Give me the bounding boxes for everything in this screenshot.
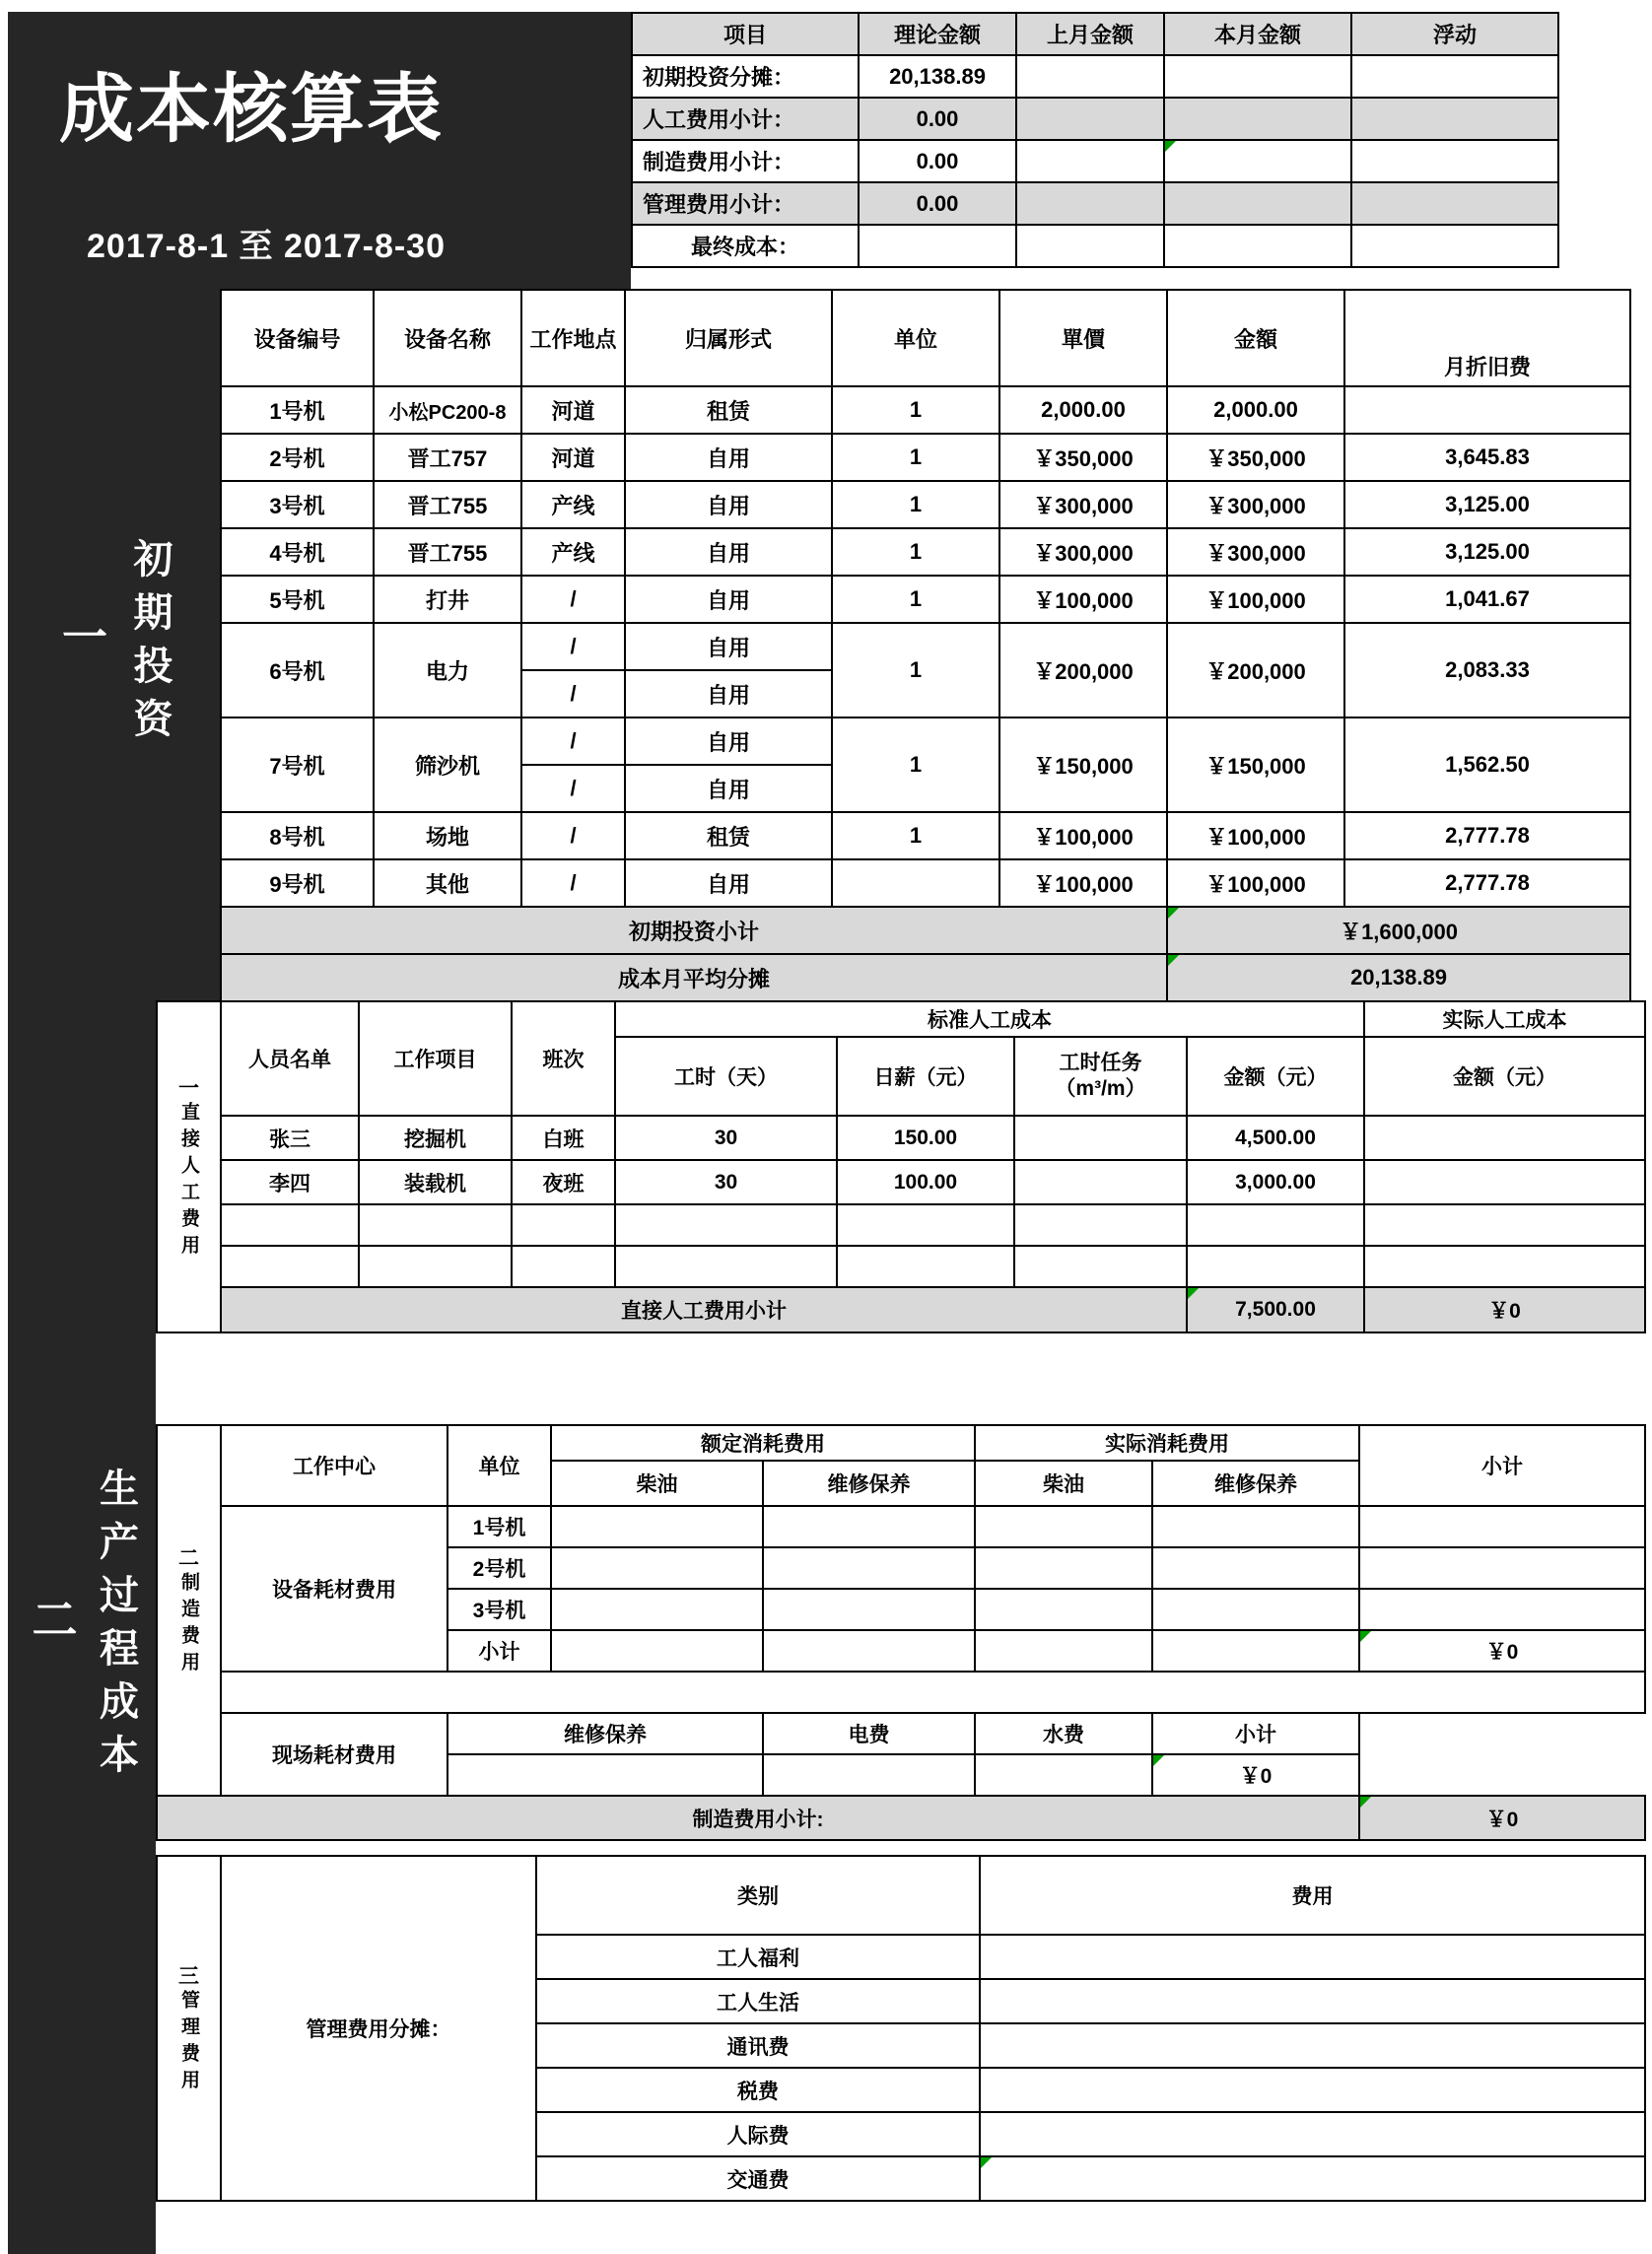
- management-table: [156, 1855, 1646, 2202]
- mfg-subtotal-label: 制造费用小计:: [157, 1796, 1359, 1840]
- site-consumable-header-row: [157, 1713, 1645, 1754]
- equip-unit: 1: [832, 386, 999, 434]
- mgmt-header-row: [157, 1856, 1645, 1935]
- mfg-unit: 3号机: [447, 1589, 551, 1630]
- summary-col-item: 项目: [632, 13, 859, 55]
- col-act-amount: 金额（元）: [1364, 1037, 1645, 1116]
- col-hour-task: [1014, 1037, 1187, 1116]
- summary-last-2[interactable]: [1016, 140, 1164, 182]
- comment-flag-icon: [1360, 1797, 1371, 1808]
- summary-last-3[interactable]: [1016, 182, 1164, 225]
- equip-no: 3号机: [221, 481, 374, 528]
- col-std-amount: 金额（元）: [1187, 1037, 1364, 1116]
- mgmt-category: 税费: [536, 2068, 980, 2112]
- labor-project[interactable]: [359, 1204, 512, 1246]
- table-row: [157, 1506, 1645, 1547]
- equip-place: 产线: [521, 481, 625, 528]
- summary-theory-4[interactable]: [859, 225, 1016, 267]
- comment-flag-icon: [1360, 1631, 1371, 1642]
- equip-name: 晋工755: [374, 528, 521, 576]
- labor-side-number: 一: [178, 1077, 199, 1100]
- table-row: [221, 812, 1630, 859]
- site-consumable-label: 现场耗材费用: [221, 1713, 447, 1796]
- col-ownership: 归属形式: [625, 290, 832, 386]
- equip-price: ￥300,000: [999, 528, 1167, 576]
- equip-own-2: 自用: [625, 670, 832, 717]
- section-production-cost: [0, 1000, 1652, 2254]
- mgmt-category: 交通费: [536, 2156, 980, 2201]
- equip-amount: ￥100,000: [1167, 859, 1344, 907]
- equip-place: /: [521, 576, 625, 623]
- equip-unit: 1: [832, 434, 999, 481]
- table-row: [221, 859, 1630, 907]
- site-maint-value[interactable]: [447, 1754, 763, 1796]
- equip-price: ￥100,000: [999, 812, 1167, 859]
- labor-name: 李四: [221, 1160, 359, 1204]
- page-title: 成本核算表: [59, 68, 444, 152]
- group-standard-labor-cost: 标准人工成本: [615, 1001, 1364, 1037]
- equip-dep: 1,562.50: [1344, 717, 1630, 812]
- monthly-average-label: 成本月平均分摊: [221, 954, 1167, 1001]
- col-mfg-subtotal: 小计: [1359, 1425, 1645, 1506]
- equip-price: ￥100,000: [999, 576, 1167, 623]
- summary-header-row: [632, 13, 1558, 55]
- equip-dep: 3,125.00: [1344, 528, 1630, 576]
- mfg-actual-diesel[interactable]: [975, 1506, 1152, 1547]
- equip-unit: 1: [832, 528, 999, 576]
- col-shift: 班次: [512, 1001, 615, 1116]
- labor-side-label: 直接人工费用: [178, 1102, 199, 1262]
- labor-table: [156, 1000, 1646, 1333]
- equip-no: 9号机: [221, 859, 374, 907]
- col-site-subtotal: 小计: [1152, 1713, 1359, 1754]
- col-work-hours: 工时（天）: [615, 1037, 837, 1116]
- labor-amount-std[interactable]: [1187, 1246, 1364, 1287]
- labor-task[interactable]: [1014, 1204, 1187, 1246]
- labor-project: 挖掘机: [359, 1116, 512, 1160]
- table-row: [157, 1246, 1645, 1287]
- mgmt-side-label-cell: [157, 1856, 221, 2201]
- summary-item-1: 人工费用小计：: [632, 98, 859, 140]
- summary-theory-1[interactable]: 0.00: [859, 98, 1016, 140]
- equip-place: 河道: [521, 434, 625, 481]
- labor-task[interactable]: [1014, 1160, 1187, 1204]
- summary-col-theory: 理论金额: [859, 13, 1016, 55]
- summary-theory-0[interactable]: 20,138.89: [859, 55, 1016, 98]
- section2-side-label: 生产过程成本: [94, 1468, 138, 1787]
- mfg-quota-diesel[interactable]: [551, 1547, 763, 1589]
- labor-amount-act[interactable]: [1364, 1246, 1645, 1287]
- col-site-maint: 维修保养: [447, 1713, 763, 1754]
- summary-theory-2[interactable]: 0.00: [859, 140, 1016, 182]
- equip-no: 5号机: [221, 576, 374, 623]
- col-work-project: 工作项目: [359, 1001, 512, 1116]
- equip-place: /: [521, 717, 625, 765]
- top-header-block: [0, 0, 1652, 289]
- mfg-actual-maint[interactable]: [1152, 1589, 1359, 1630]
- col-person-name: 人员名单: [221, 1001, 359, 1116]
- equip-own: 自用: [625, 434, 832, 481]
- mfg-actual-maint[interactable]: [1152, 1547, 1359, 1589]
- table-row: [221, 576, 1630, 623]
- equip-amount: 2,000.00: [1167, 386, 1344, 434]
- monthly-average-value[interactable]: 20,138.89: [1167, 954, 1630, 1001]
- mfg-unit: 2号机: [447, 1547, 551, 1589]
- mfg-actual-diesel[interactable]: [975, 1589, 1152, 1630]
- equip-amount: ￥150,000: [1167, 717, 1344, 812]
- summary-item-0: 初期投资分摊：: [632, 55, 859, 98]
- equip-place: /: [521, 859, 625, 907]
- mgmt-allocation-label: 管理费用分摊：: [221, 1856, 536, 2201]
- equipment-header-row: [221, 290, 1630, 386]
- labor-side-label-cell: [157, 1001, 221, 1332]
- mgmt-fee[interactable]: [980, 1979, 1645, 2023]
- equip-unit: 1: [832, 812, 999, 859]
- summary-float-3[interactable]: [1351, 182, 1558, 225]
- summary-this-2[interactable]: [1164, 140, 1351, 182]
- table-row: [632, 98, 1558, 140]
- equipment-table: [220, 289, 1631, 1002]
- section1-side-number: 一: [56, 613, 107, 676]
- equip-dep: 2,777.78: [1344, 812, 1630, 859]
- col-quota-maint: 维修保养: [763, 1461, 975, 1506]
- group-actual-labor-cost: 实际人工成本: [1364, 1001, 1645, 1037]
- mfg-quota-diesel[interactable]: [551, 1630, 763, 1672]
- table-row: [632, 225, 1558, 267]
- mfg-group-header-row: [157, 1425, 1645, 1461]
- equip-dep: 3,645.83: [1344, 434, 1630, 481]
- col-mfg-unit: 单位: [447, 1425, 551, 1506]
- labor-amount-act[interactable]: [1364, 1160, 1645, 1204]
- equip-name: 场地: [374, 812, 521, 859]
- summary-col-float: 浮动: [1351, 13, 1558, 55]
- col-hour-task-line2: （m³/m）: [1055, 1077, 1146, 1100]
- summary-this-0[interactable]: [1164, 55, 1351, 98]
- table-row: [221, 386, 1630, 434]
- mfg-spacer: [221, 1672, 1645, 1713]
- mgmt-category: 工人福利: [536, 1935, 980, 1979]
- table-row: [221, 528, 1630, 576]
- date-range: 2017-8-1 至 2017-8-30: [87, 228, 447, 265]
- subtotal-row: [157, 1287, 1645, 1332]
- equip-name: 电力: [374, 623, 521, 717]
- mfg-actual-diesel[interactable]: [975, 1547, 1152, 1589]
- summary-item-2: 制造费用小计：: [632, 140, 859, 182]
- summary-last-1[interactable]: [1016, 98, 1164, 140]
- labor-shift: 白班: [512, 1116, 615, 1160]
- equip-amount: ￥100,000: [1167, 812, 1344, 859]
- equip-own: 租赁: [625, 386, 832, 434]
- mgmt-side-label: 管理费用: [178, 1990, 199, 2096]
- equip-dep[interactable]: [1344, 386, 1630, 434]
- mgmt-category: 工人生活: [536, 1979, 980, 2023]
- summary-col-this-month: 本月金额: [1164, 13, 1351, 55]
- equip-consumable-label: 设备耗材费用: [221, 1506, 447, 1672]
- equip-own: 自用: [625, 528, 832, 576]
- mgmt-fee[interactable]: [980, 1935, 1645, 1979]
- labor-subtotal-act[interactable]: ￥0: [1364, 1287, 1645, 1332]
- labor-name[interactable]: [221, 1204, 359, 1246]
- group-quota-consumption: 额定消耗费用: [551, 1425, 975, 1461]
- equip-no: 1号机: [221, 386, 374, 434]
- equip-own: 自用: [625, 481, 832, 528]
- equip-unit: 1: [832, 623, 999, 717]
- equip-amount: ￥300,000: [1167, 528, 1344, 576]
- equip-amount: ￥300,000: [1167, 481, 1344, 528]
- labor-amount-std[interactable]: [1187, 1204, 1364, 1246]
- mfg-unit: 1号机: [447, 1506, 551, 1547]
- mfg-side-label: 制造费用: [178, 1572, 199, 1678]
- section2-side-panel: [8, 1000, 156, 2254]
- mfg-quota-maint[interactable]: [763, 1589, 975, 1630]
- equip-name: 小松PC200-8: [374, 386, 521, 434]
- col-equip-no: 设备编号: [221, 290, 374, 386]
- equip-own: 自用: [625, 717, 832, 765]
- equip-place-2: /: [521, 670, 625, 717]
- labor-name: 张三: [221, 1116, 359, 1160]
- equip-price: ￥300,000: [999, 481, 1167, 528]
- table-row: [632, 55, 1558, 98]
- summary-float-2[interactable]: [1351, 140, 1558, 182]
- labor-wage: 100.00: [837, 1160, 1014, 1204]
- table-row: [221, 481, 1630, 528]
- summary-this-3[interactable]: [1164, 182, 1351, 225]
- equip-own: 自用: [625, 576, 832, 623]
- subtotal-row: [157, 1796, 1645, 1840]
- mfg-unit: 小计: [447, 1630, 551, 1672]
- equip-dep: 1,041.67: [1344, 576, 1630, 623]
- labor-shift: 夜班: [512, 1160, 615, 1204]
- table-row: [157, 1204, 1645, 1246]
- section1-side-panel: [8, 289, 220, 1000]
- labor-project[interactable]: [359, 1246, 512, 1287]
- col-quota-diesel: 柴油: [551, 1461, 763, 1506]
- equip-place: /: [521, 812, 625, 859]
- summary-theory-3[interactable]: 0.00: [859, 182, 1016, 225]
- col-work-place: 工作地点: [521, 290, 625, 386]
- col-site-electric: 电费: [763, 1713, 975, 1754]
- col-equip-name: 设备名称: [374, 290, 521, 386]
- equip-place: 产线: [521, 528, 625, 576]
- col-hour-task-line1: 工时任务: [1059, 1051, 1142, 1074]
- labor-hours[interactable]: [615, 1204, 837, 1246]
- equip-own: 租赁: [625, 812, 832, 859]
- mfg-side-number: 二: [178, 1547, 199, 1570]
- mgmt-fee[interactable]: [980, 2068, 1645, 2112]
- equip-own-2: 自用: [625, 765, 832, 812]
- equip-no: 7号机: [221, 717, 374, 812]
- subtotal-row: [221, 907, 1630, 954]
- mfg-actual-diesel[interactable]: [975, 1630, 1152, 1672]
- summary-item-3: 管理费用小计：: [632, 182, 859, 225]
- comment-flag-icon: [1165, 141, 1176, 152]
- equip-name: 筛沙机: [374, 717, 521, 812]
- equip-place: 河道: [521, 386, 625, 434]
- average-row: [221, 954, 1630, 1001]
- labor-shift[interactable]: [512, 1204, 615, 1246]
- col-work-center: 工作中心: [221, 1425, 447, 1506]
- col-site-water: 水费: [975, 1713, 1152, 1754]
- table-row: [221, 623, 1630, 670]
- col-amount: 金額: [1167, 290, 1344, 386]
- equip-own: 自用: [625, 623, 832, 670]
- equip-name: 打井: [374, 576, 521, 623]
- summary-item-4: 最终成本：: [632, 225, 859, 267]
- mgmt-fee[interactable]: [980, 2156, 1645, 2201]
- labor-subtotal-label: 直接人工费用小计: [221, 1287, 1187, 1332]
- mfg-quota-maint[interactable]: [763, 1547, 975, 1589]
- summary-col-last-month: 上月金额: [1016, 13, 1164, 55]
- mgmt-category: 人际费: [536, 2112, 980, 2156]
- labor-task[interactable]: [1014, 1116, 1187, 1160]
- mfg-quota-diesel[interactable]: [551, 1589, 763, 1630]
- labor-name[interactable]: [221, 1246, 359, 1287]
- labor-amount-std: 3,000.00: [1187, 1160, 1364, 1204]
- equip-dep: 2,083.33: [1344, 623, 1630, 717]
- mgmt-fee[interactable]: [980, 2112, 1645, 2156]
- equip-amount: ￥350,000: [1167, 434, 1344, 481]
- equip-price: 2,000.00: [999, 386, 1167, 434]
- comment-flag-icon: [1153, 1755, 1164, 1766]
- labor-subtotal-std[interactable]: 7,500.00: [1187, 1287, 1364, 1332]
- equip-name: 其他: [374, 859, 521, 907]
- site-subtotal-value[interactable]: ￥0: [1152, 1754, 1359, 1796]
- equip-name: 晋工757: [374, 434, 521, 481]
- equip-no: 2号机: [221, 434, 374, 481]
- mfg-actual-maint[interactable]: [1152, 1630, 1359, 1672]
- labor-hours[interactable]: [615, 1246, 837, 1287]
- equip-name: 晋工755: [374, 481, 521, 528]
- spacer-row: [157, 1672, 1645, 1713]
- summary-this-1[interactable]: [1164, 98, 1351, 140]
- site-electric-value[interactable]: [763, 1754, 975, 1796]
- mfg-quota-diesel[interactable]: [551, 1506, 763, 1547]
- equip-unit: 1: [832, 576, 999, 623]
- mgmt-category: 通讯费: [536, 2023, 980, 2068]
- col-fee: 费用: [980, 1856, 1645, 1935]
- equip-own: 自用: [625, 859, 832, 907]
- labor-task[interactable]: [1014, 1246, 1187, 1287]
- summary-float-1[interactable]: [1351, 98, 1558, 140]
- col-category: 类别: [536, 1856, 980, 1935]
- group-actual-consumption: 实际消耗费用: [975, 1425, 1359, 1461]
- equip-price: ￥100,000: [999, 859, 1167, 907]
- equip-price: ￥150,000: [999, 717, 1167, 812]
- comment-flag-icon: [1168, 908, 1179, 919]
- equip-place: /: [521, 623, 625, 670]
- summary-table: [631, 12, 1559, 268]
- summary-float-0[interactable]: [1351, 55, 1558, 98]
- equip-no: 6号机: [221, 623, 374, 717]
- section-initial-investment: [0, 289, 1652, 1000]
- col-monthly-depreciation: 月折旧费: [1344, 290, 1630, 386]
- mfg-subtotal-value[interactable]: ￥0: [1359, 1796, 1645, 1840]
- equip-unit: [832, 859, 999, 907]
- equip-no: 4号机: [221, 528, 374, 576]
- labor-block: [156, 1000, 1644, 1333]
- equip-no: 8号机: [221, 812, 374, 859]
- mfg-actual-maint[interactable]: [1152, 1506, 1359, 1547]
- section2-side-number: 二: [26, 1596, 78, 1659]
- mfg-quota-maint[interactable]: [763, 1506, 975, 1547]
- summary-last-0[interactable]: [1016, 55, 1164, 98]
- table-row: [221, 717, 1630, 765]
- equip-price: ￥350,000: [999, 434, 1167, 481]
- labor-wage: 150.00: [837, 1116, 1014, 1160]
- labor-wage[interactable]: [837, 1246, 1014, 1287]
- labor-hours: 30: [615, 1160, 837, 1204]
- mfg-side-label-cell: [157, 1425, 221, 1796]
- manufacturing-table: [156, 1424, 1646, 1841]
- mfg-quota-maint[interactable]: [763, 1630, 975, 1672]
- col-actual-diesel: 柴油: [975, 1461, 1152, 1506]
- management-block: [156, 1855, 1644, 2202]
- labor-amount-std: 4,500.00: [1187, 1116, 1364, 1160]
- table-row: [632, 140, 1558, 182]
- mfg-subtotal[interactable]: [1359, 1589, 1645, 1630]
- labor-hours: 30: [615, 1116, 837, 1160]
- summary-this-4[interactable]: [1164, 225, 1351, 267]
- summary-float-4[interactable]: [1351, 225, 1558, 267]
- equip-place-2: /: [521, 765, 625, 812]
- manufacturing-block: [156, 1424, 1644, 1841]
- table-row: [221, 434, 1630, 481]
- mfg-subtotal[interactable]: [1359, 1547, 1645, 1589]
- equip-price: ￥200,000: [999, 623, 1167, 717]
- comment-flag-icon: [981, 2157, 992, 2168]
- site-water-value[interactable]: [975, 1754, 1152, 1796]
- labor-project: 装载机: [359, 1160, 512, 1204]
- initial-subtotal-value[interactable]: ￥1,600,000: [1167, 907, 1630, 954]
- mfg-subtotal[interactable]: [1359, 1506, 1645, 1547]
- section1-side-label: 初期投资: [128, 538, 172, 751]
- mfg-subtotal[interactable]: ￥0: [1359, 1630, 1645, 1672]
- equip-amount: ￥200,000: [1167, 623, 1344, 717]
- equip-unit: 1: [832, 481, 999, 528]
- summary-last-4[interactable]: [1016, 225, 1164, 267]
- table-row: [157, 1116, 1645, 1160]
- comment-flag-icon: [1188, 1288, 1199, 1299]
- table-row: [632, 182, 1558, 225]
- table-row: [157, 1160, 1645, 1204]
- labor-wage[interactable]: [837, 1204, 1014, 1246]
- labor-amount-act[interactable]: [1364, 1204, 1645, 1246]
- col-daily-wage: 日薪（元）: [837, 1037, 1014, 1116]
- col-unit: 单位: [832, 290, 999, 386]
- equip-unit: 1: [832, 717, 999, 812]
- equip-amount: ￥100,000: [1167, 576, 1344, 623]
- equip-dep: 3,125.00: [1344, 481, 1630, 528]
- labor-group-header-row: [157, 1001, 1645, 1037]
- equip-dep: 2,777.78: [1344, 859, 1630, 907]
- mgmt-side-number: 三: [178, 1965, 199, 1988]
- mgmt-fee[interactable]: [980, 2023, 1645, 2068]
- col-unit-price: 單價: [999, 290, 1167, 386]
- labor-amount-act[interactable]: [1364, 1116, 1645, 1160]
- labor-shift[interactable]: [512, 1246, 615, 1287]
- initial-subtotal-label: 初期投资小计: [221, 907, 1167, 954]
- col-actual-maint: 维修保养: [1152, 1461, 1359, 1506]
- comment-flag-icon: [1168, 955, 1179, 966]
